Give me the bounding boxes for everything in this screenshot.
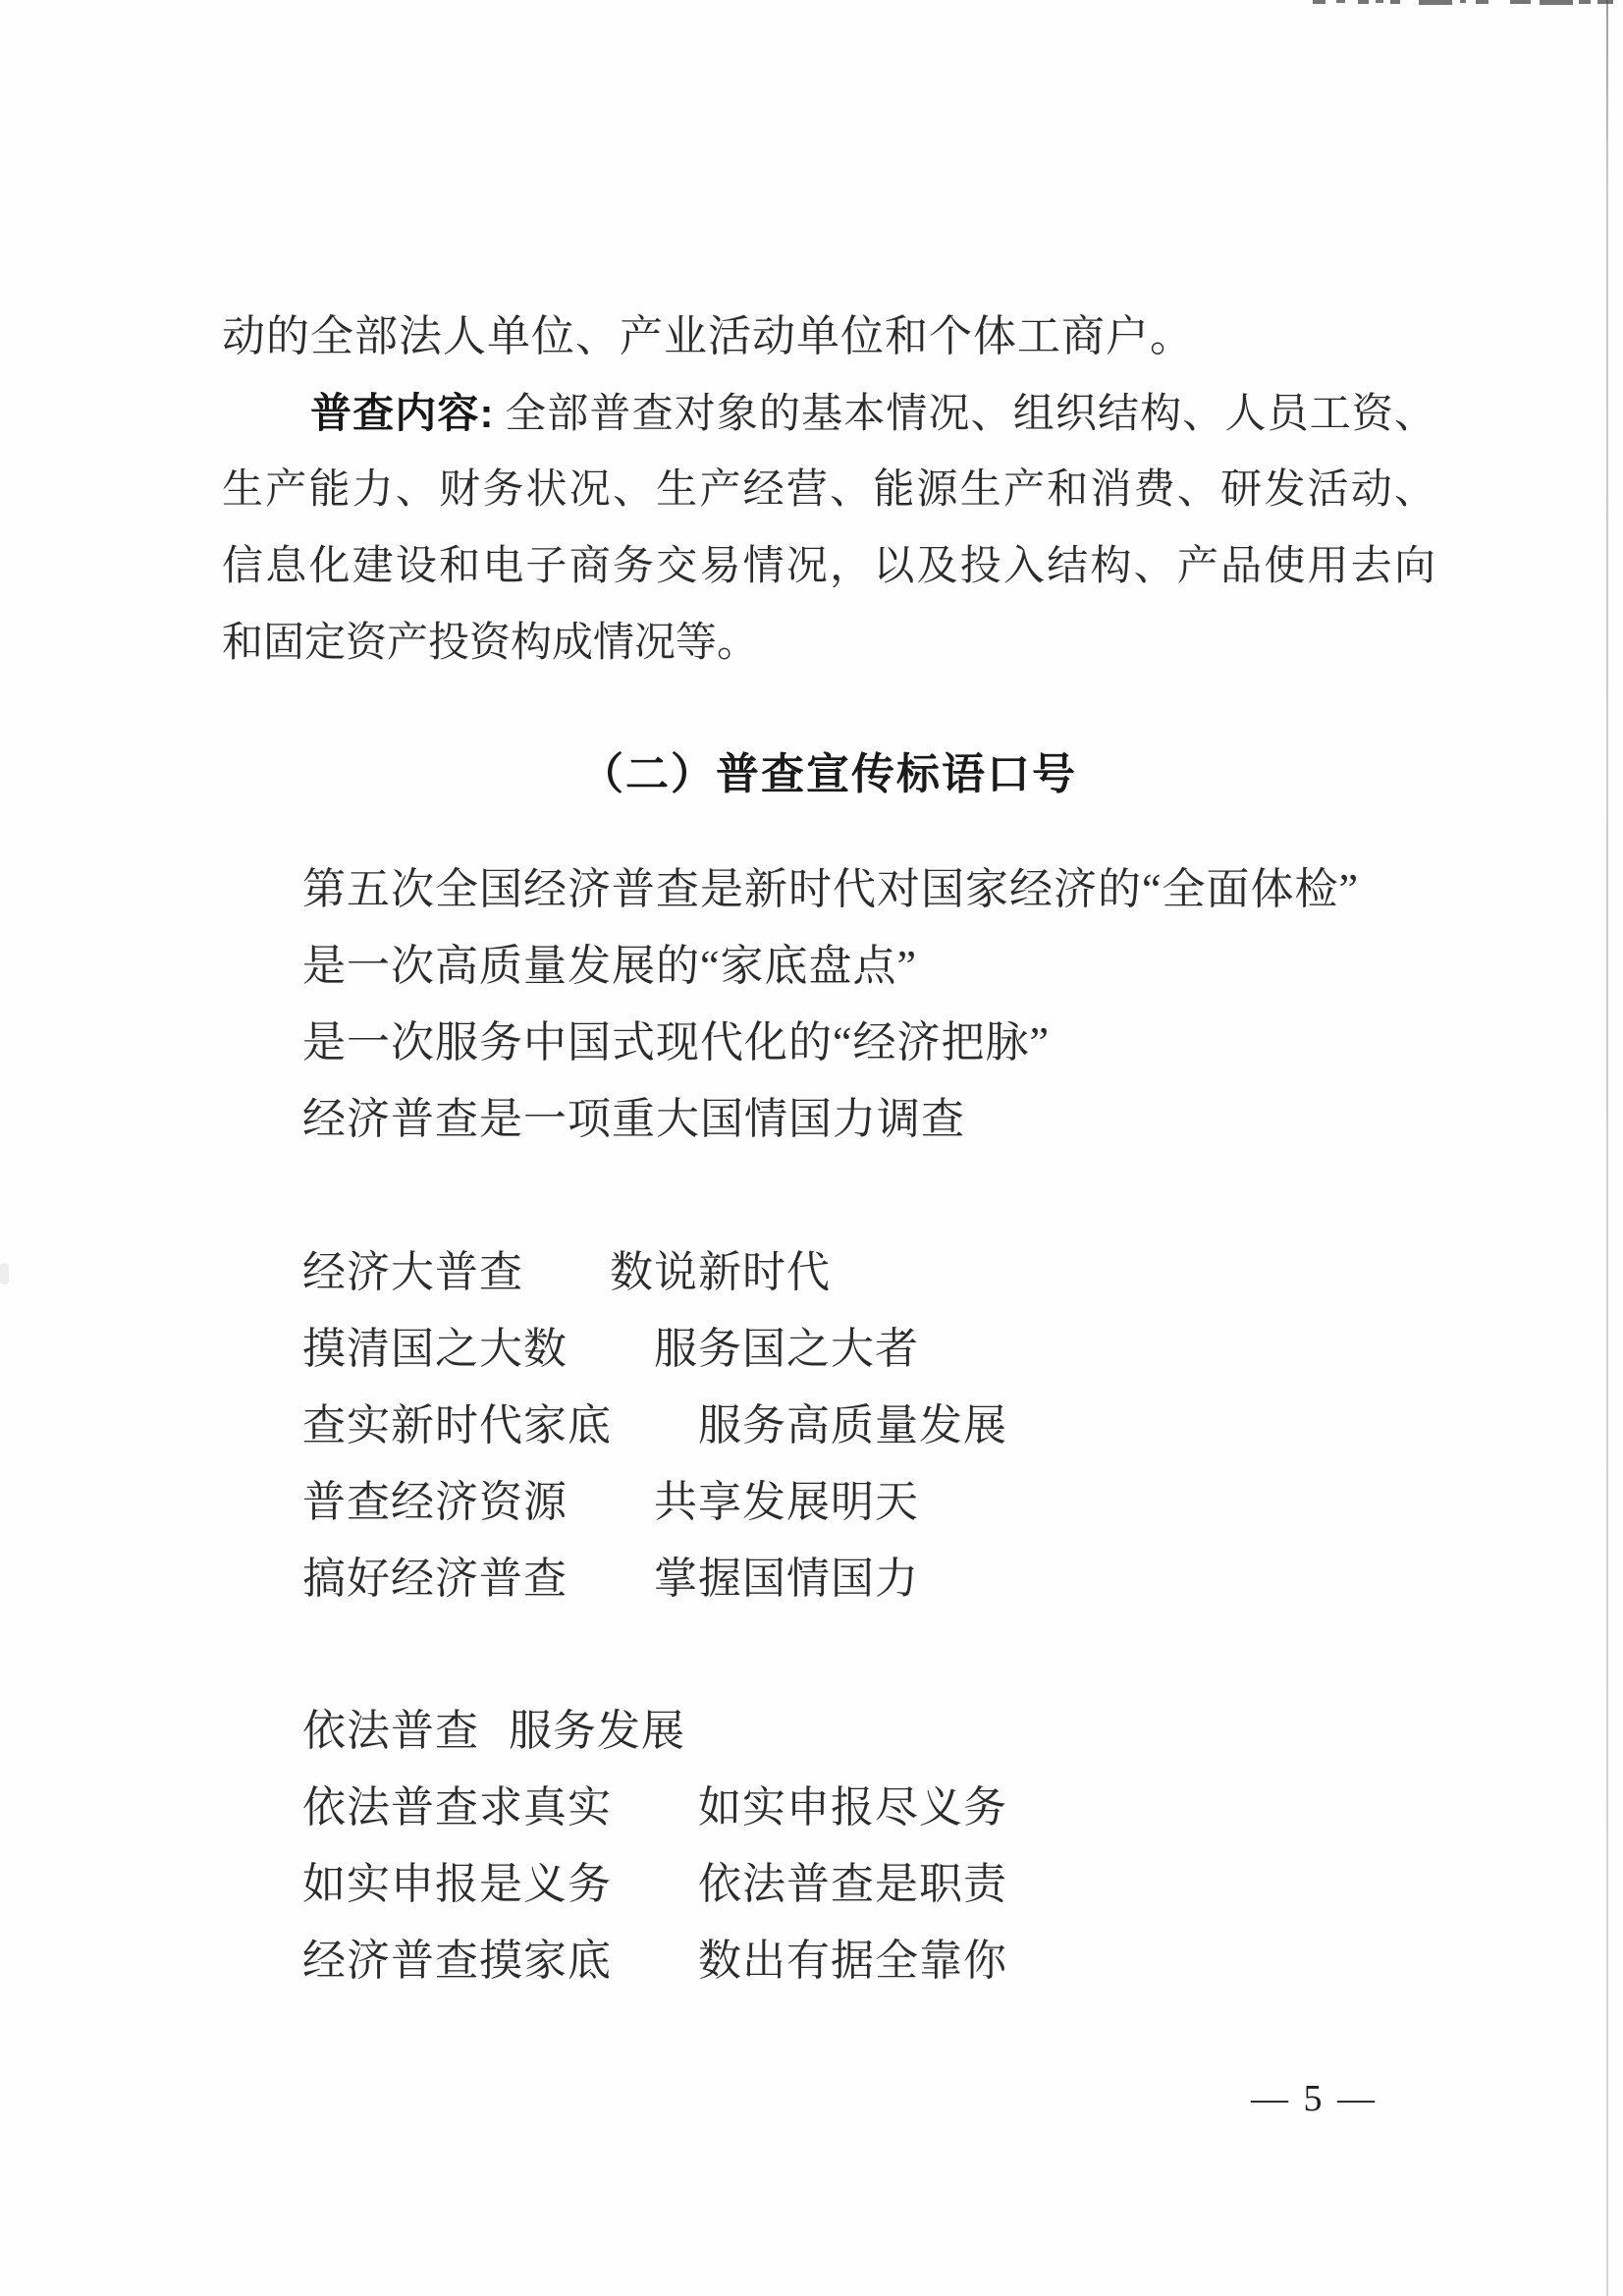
census-content-paragraph-line-4: 和固定资产投资构成情况等。 — [222, 621, 759, 666]
slogan-right: 掌握国情国力 — [654, 1555, 919, 1603]
slogan-group-intro — [302, 851, 1359, 1158]
slogan-left: 如实申报是义务 — [302, 1860, 612, 1908]
slogan-line: 第五次全国经济普查是新时代对国家经济的“全面体检” — [302, 865, 1360, 913]
slogan-left: 依法普查求真实 — [302, 1783, 612, 1831]
scan-artifact-dash — [1597, 0, 1613, 4]
slogan-line — [302, 1693, 1007, 1770]
slogan-left: 摸清国之大数 — [302, 1325, 568, 1373]
slogan-line — [302, 1311, 1007, 1388]
scan-artifact-dash — [1313, 0, 1325, 4]
slogan-right: 数出有据全靠你 — [698, 1937, 1007, 1985]
page-number: — 5 — — [1251, 2078, 1378, 2119]
scan-artifact-dash — [1376, 0, 1383, 3]
slogan-line: 是一次高质量发展的“家底盘点” — [302, 942, 918, 990]
slogan-line — [302, 1846, 1007, 1923]
slogan-line — [302, 1234, 1007, 1311]
slogan-right: 服务国之大者 — [654, 1325, 919, 1373]
scan-artifact-dash — [1579, 0, 1591, 4]
census-content-label: 普查内容: — [310, 390, 494, 436]
slogan-group-economy — [302, 1234, 1007, 1617]
slogan-right: 依法普查是职责 — [698, 1860, 1007, 1908]
slogan-right: 共享发展明天 — [654, 1478, 919, 1526]
scan-artifact-smudge — [0, 1263, 9, 1285]
scan-artifact-vertical-line — [1606, 0, 1608, 2296]
census-content-paragraph-line-1 — [222, 375, 1435, 453]
slogan-left: 经济普查摸家底 — [302, 1937, 612, 1985]
slogan-right: 服务发展 — [509, 1707, 685, 1755]
scan-artifact-dash — [1336, 0, 1345, 3]
scan-artifact-dash — [1358, 0, 1369, 4]
census-content-paragraph-line-3: 信息化建设和电子商务交易情况，以及投入结构、产品使用去向 — [222, 544, 1435, 589]
census-content-paragraph-line-2: 生产能力、财务状况、生产经营、能源生产和消费、研发活动、 — [222, 467, 1435, 513]
slogan-left: 依法普查 — [302, 1707, 479, 1755]
slogan-group-law — [302, 1693, 1007, 1999]
paragraph-continuation-line: 动的全部法人单位、产业活动单位和个体工商户。 — [222, 312, 1194, 360]
slogan-left: 查实新时代家底 — [302, 1401, 612, 1449]
slogan-left: 普查经济资源 — [302, 1478, 568, 1526]
slogan-line — [302, 1541, 1007, 1617]
slogan-line — [302, 1464, 1007, 1541]
slogan-line — [302, 1770, 1007, 1846]
census-content-text: 全部普查对象的基本情况、组织结构、人员工资、 — [493, 392, 1435, 437]
section-heading: （二）普查宣传标语口号 — [580, 750, 1077, 798]
slogan-line: 经济普查是一项重大国情国力调查 — [302, 1095, 965, 1143]
slogan-right: 服务高质量发展 — [698, 1401, 1007, 1449]
slogan-left: 经济大普查 — [302, 1248, 523, 1296]
slogan-line: 是一次服务中国式现代化的“经济把脉” — [302, 1018, 1051, 1066]
slogan-line — [302, 1923, 1007, 1999]
scan-artifact-dash — [1476, 0, 1488, 4]
slogan-right: 如实申报尽义务 — [698, 1783, 1007, 1831]
scan-artifact-dash — [1390, 0, 1400, 4]
scan-artifact-dash — [1510, 0, 1531, 4]
scan-artifact-dash — [1419, 0, 1452, 5]
slogan-line — [302, 1388, 1007, 1464]
slogan-right: 数说新时代 — [610, 1248, 831, 1296]
slogan-left: 搞好经济普查 — [302, 1555, 568, 1603]
scan-artifact-dash — [1540, 0, 1573, 5]
scan-artifact-dash — [1460, 0, 1466, 3]
